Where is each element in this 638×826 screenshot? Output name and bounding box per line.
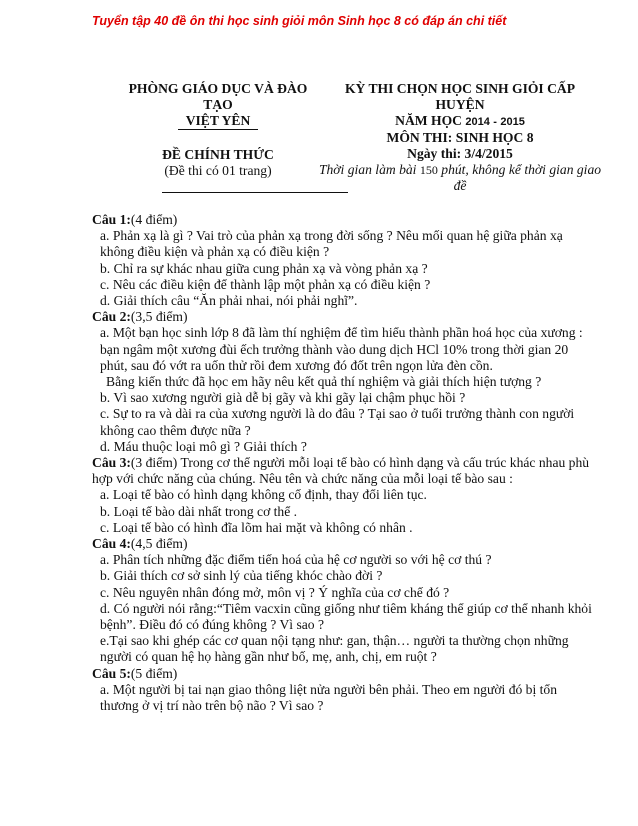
question-line: b. Giải thích cơ sở sinh lý của tiếng khóc chào đời ? (100, 568, 383, 584)
question-line: a. Phản xạ là gì ? Vai trò của phản xạ trong đời sống ? Nêu mối quan hệ giữa phản xạ không điều kiện và phản xạ có điều kiện ? (100, 228, 563, 260)
year-to: 2015 (500, 116, 525, 128)
question-line: a. Một bạn học sinh lớp 8 đã làm thí nghiệm để tìm hiểu thành phần hoá học của xương : bạn ngâm một xương đùi ếch trưởng thành vào dung dịch HCl 10% trong thời gian 20 phút, sau đó vớt ra uốn thử rồi đem xương đó đốt trên ngọn lửa đèn cồn. (100, 325, 583, 373)
question-line: d. Máu thuộc loại mô gì ? Giải thích ? (100, 438, 307, 454)
year-from: 2014 (465, 116, 490, 128)
header-divider (162, 192, 348, 193)
question-points: (3 điểm) (130, 455, 178, 471)
question-line: e.Tại sao khi ghép các cơ quan nội tạng như: gan, thận… người ta thường chọn những người có quan hệ họ hàng gần như bố, mẹ, anh, chị, em ruột ? (100, 633, 569, 665)
year-label: NĂM HỌC (395, 113, 462, 128)
question-label: Câu 5: (92, 665, 131, 681)
question-label: Câu 4: (92, 536, 131, 552)
exam-body (92, 212, 598, 714)
banner-title: Tuyển tập 40 đề ôn thi học sinh giỏi môn Sinh học 8 có đáp án chi tiết (92, 14, 507, 28)
question-5-heading (92, 666, 598, 682)
time-pre: Thời gian làm bài (318, 162, 417, 177)
time-allowed (312, 162, 608, 194)
question-line: a. Một người bị tai nạn giao thông liệt nửa người bên phải. Theo em người đó bị tổn thương ở vị trí nào trên bộ não ? Vì sao ? (100, 681, 558, 714)
question-line: d. Giải thích câu “Ăn phải nhai, nói phải nghĩ”. (100, 293, 358, 309)
question-1-heading (92, 212, 598, 228)
question-line: c. Nêu nguyên nhân đóng mở, môn vị ? Ý nghĩa của cơ chế đó ? (100, 584, 450, 600)
question-4-heading (92, 536, 598, 552)
question-label: Câu 2: (92, 309, 131, 325)
question-line: b. Vì sao xương người già dễ bị gãy và khi gãy lại chậm phục hồi ? (100, 390, 466, 406)
header-right (312, 81, 608, 194)
subject: MÔN THI: SINH HỌC 8 (386, 130, 534, 145)
question-line: Bằng kiến thức đã học em hãy nêu kết quả thí nghiệm và giải thích hiện tượng ? (106, 374, 542, 390)
time-post: phút, không kể thời gian giao đề (441, 162, 602, 193)
org-line2: TẠO (203, 97, 233, 112)
question-points: (4 điểm) (130, 212, 178, 227)
exam-date: Ngày thi: 3/4/2015 (407, 146, 513, 161)
school-year (395, 113, 525, 128)
question-line: c. Sự to ra và dài ra của xương người là do đâu ? Tại sao ở tuổi trưởng thành con người không cao thêm được nữa ? (100, 406, 575, 438)
question-points: (3,5 điểm) (130, 309, 188, 325)
exam-line1: KỲ THI CHỌN HỌC SINH GIỎI CẤP (344, 81, 576, 96)
question-line: b. Chỉ ra sự khác nhau giữa cung phản xạ và vòng phản xạ ? (100, 260, 428, 276)
question-line: a. Loại tế bào có hình dạng không cố định, thay đổi liên tục. (100, 487, 427, 503)
question-line: a. Phân tích những đặc điểm tiến hoá của hệ cơ người so với hệ cơ thú ? (100, 552, 492, 568)
time-num: 150 (419, 163, 438, 177)
district: VIỆT YÊN (178, 113, 259, 130)
question-line: b. Loại tế bào dài nhất trong cơ thể . (100, 503, 298, 519)
exam-line2: HUYỆN (435, 97, 485, 112)
header-left (118, 81, 318, 179)
official-label: ĐỀ CHÍNH THỨC (162, 147, 274, 162)
year-sep: - (493, 116, 497, 128)
question-line: c. Nêu các điều kiện để thành lập một phản xạ có điều kiện ? (100, 276, 431, 292)
question-line: d. Có người nói rằng:“Tiêm vacxin cũng giống như tiêm kháng thể giúp cơ thể nhanh khỏi bệnh”. Điều đó có đúng không ? Vì sao ? (100, 600, 592, 633)
question-intro: Trong cơ thể người mỗi loại tế bào có hình dạng và cấu trúc khác nhau phù hợp với chức năng của chúng. Nêu tên và chức năng của mỗi loại tế bào sau : (92, 455, 590, 487)
question-points: (5 điểm) (130, 665, 178, 681)
question-label: Câu 1: (92, 212, 131, 227)
question-line: c. Loại tế bào có hình đĩa lõm hai mặt và không có nhân . (100, 519, 413, 535)
question-2-heading (92, 309, 598, 325)
org-line1: PHÒNG GIÁO DỤC VÀ ĐÀO (128, 81, 308, 96)
question-points: (4,5 điểm) (130, 536, 188, 552)
page-count: (Đề thi có 01 trang) (164, 163, 272, 178)
question-3-heading (92, 455, 598, 487)
question-label: Câu 3: (92, 455, 131, 471)
